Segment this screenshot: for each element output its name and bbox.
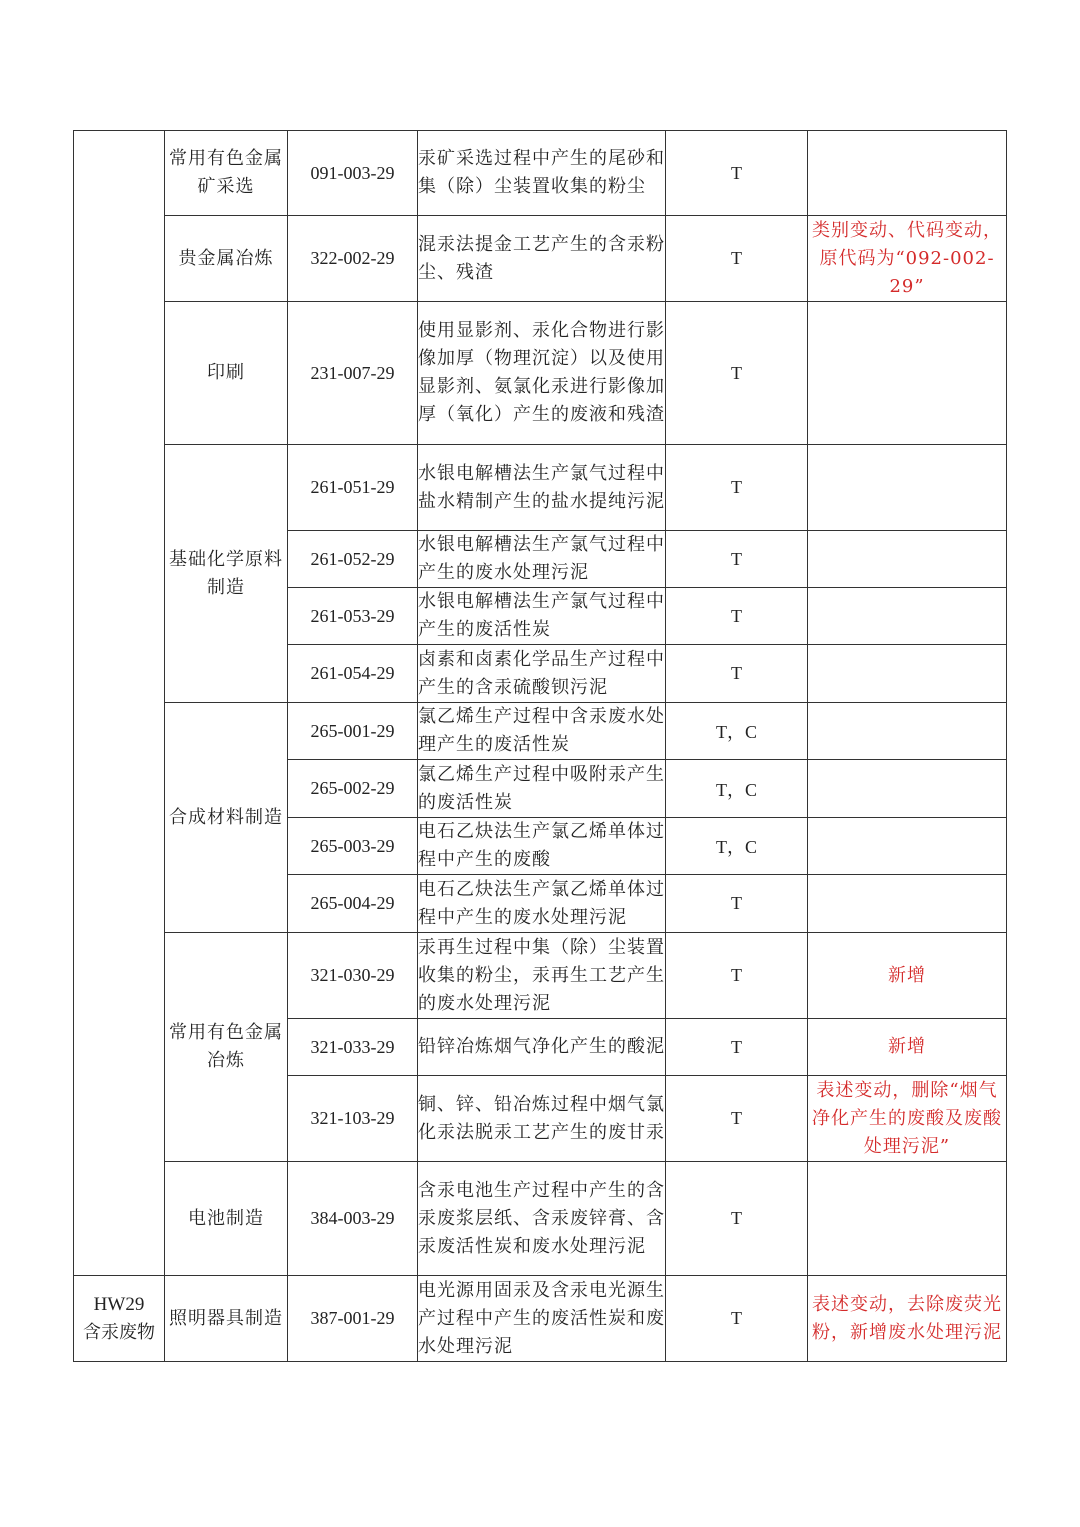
hazard-cell: T bbox=[666, 302, 808, 445]
code-cell: 321-103-29 bbox=[288, 1076, 418, 1162]
table-row bbox=[74, 302, 1007, 445]
description-cell: 使用显影剂、汞化合物进行影像加厚（物理沉淀）以及使用显影剂、氨氯化汞进行影像加厚（氧化）产生的废液和残渣 bbox=[418, 302, 666, 445]
industry-cell: 常用有色金属矿采选 bbox=[165, 131, 288, 216]
note-cell bbox=[808, 818, 1007, 875]
hazard-cell: T bbox=[666, 531, 808, 588]
description-cell: 水银电解槽法生产氯气过程中产生的废水处理污泥 bbox=[418, 531, 666, 588]
industry-cell: 照明器具制造 bbox=[165, 1276, 288, 1362]
hazard-cell: T，C bbox=[666, 818, 808, 875]
industry-cell: 基础化学原料制造 bbox=[165, 445, 288, 703]
note-cell: 类别变动、代码变动，原代码为“092-002-29” bbox=[808, 216, 1007, 302]
hazard-cell: T，C bbox=[666, 760, 808, 818]
hazard-cell: T bbox=[666, 1076, 808, 1162]
hazard-cell: T，C bbox=[666, 703, 808, 760]
code-cell: 261-052-29 bbox=[288, 531, 418, 588]
table-row bbox=[74, 216, 1007, 302]
table-row bbox=[74, 933, 1007, 1019]
code-cell: 265-003-29 bbox=[288, 818, 418, 875]
code-cell: 265-002-29 bbox=[288, 760, 418, 818]
note-cell bbox=[808, 1162, 1007, 1276]
description-cell: 铜、锌、铅冶炼过程中烟气氯化汞法脱汞工艺产生的废甘汞 bbox=[418, 1076, 666, 1162]
code-cell: 387-001-29 bbox=[288, 1276, 418, 1362]
description-cell: 汞再生过程中集（除）尘装置收集的粉尘，汞再生工艺产生的废水处理污泥 bbox=[418, 933, 666, 1019]
note-cell bbox=[808, 760, 1007, 818]
industry-cell: 常用有色金属冶炼 bbox=[165, 933, 288, 1162]
hazard-cell: T bbox=[666, 131, 808, 216]
code-cell: 384-003-29 bbox=[288, 1162, 418, 1276]
description-cell: 氯乙烯生产过程中含汞废水处理产生的废活性炭 bbox=[418, 703, 666, 760]
note-cell bbox=[808, 302, 1007, 445]
note-cell bbox=[808, 645, 1007, 703]
note-cell bbox=[808, 588, 1007, 645]
description-cell: 电石乙炔法生产氯乙烯单体过程中产生的废酸 bbox=[418, 818, 666, 875]
description-cell: 水银电解槽法生产氯气过程中产生的废活性炭 bbox=[418, 588, 666, 645]
description-cell: 电光源用固汞及含汞电光源生产过程中产生的废活性炭和废水处理污泥 bbox=[418, 1276, 666, 1362]
code-cell: 322-002-29 bbox=[288, 216, 418, 302]
hazard-cell: T bbox=[666, 645, 808, 703]
industry-cell: 电池制造 bbox=[165, 1162, 288, 1276]
category-cell-blank bbox=[74, 131, 165, 1276]
note-cell: 新增 bbox=[808, 1019, 1007, 1076]
hazard-cell: T bbox=[666, 933, 808, 1019]
description-cell: 氯乙烯生产过程中吸附汞产生的废活性炭 bbox=[418, 760, 666, 818]
note-cell bbox=[808, 131, 1007, 216]
code-cell: 321-033-29 bbox=[288, 1019, 418, 1076]
code-cell: 091-003-29 bbox=[288, 131, 418, 216]
category-name: 含汞废物 bbox=[83, 1321, 155, 1343]
description-cell: 水银电解槽法生产氯气过程中盐水精制产生的盐水提纯污泥 bbox=[418, 445, 666, 531]
table-row bbox=[74, 703, 1007, 760]
table-row bbox=[74, 445, 1007, 531]
code-cell: 321-030-29 bbox=[288, 933, 418, 1019]
table-row bbox=[74, 1162, 1007, 1276]
note-cell: 表述变动，删除“烟气净化产生的废酸及废酸处理污泥” bbox=[808, 1076, 1007, 1162]
code-cell: 231-007-29 bbox=[288, 302, 418, 445]
description-cell: 卤素和卤素化学品生产过程中产生的含汞硫酸钡污泥 bbox=[418, 645, 666, 703]
industry-cell: 印刷 bbox=[165, 302, 288, 445]
description-cell: 汞矿采选过程中产生的尾砂和集（除）尘装置收集的粉尘 bbox=[418, 131, 666, 216]
description-cell: 混汞法提金工艺产生的含汞粉尘、残渣 bbox=[418, 216, 666, 302]
hazard-cell: T bbox=[666, 445, 808, 531]
hazard-cell: T bbox=[666, 216, 808, 302]
hazard-cell: T bbox=[666, 1276, 808, 1362]
code-cell: 265-004-29 bbox=[288, 875, 418, 933]
note-cell bbox=[808, 531, 1007, 588]
description-cell: 铅锌冶炼烟气净化产生的酸泥 bbox=[418, 1019, 666, 1076]
industry-cell: 贵金属冶炼 bbox=[165, 216, 288, 302]
note-cell bbox=[808, 875, 1007, 933]
description-cell: 含汞电池生产过程中产生的含汞废浆层纸、含汞废锌膏、含汞废活性炭和废水处理污泥 bbox=[418, 1162, 666, 1276]
hazard-cell: T bbox=[666, 1019, 808, 1076]
note-cell bbox=[808, 703, 1007, 760]
note-cell bbox=[808, 445, 1007, 531]
hazard-cell: T bbox=[666, 875, 808, 933]
note-cell: 表述变动，去除废荧光粉，新增废水处理污泥 bbox=[808, 1276, 1007, 1362]
hazard-cell: T bbox=[666, 588, 808, 645]
table-row bbox=[74, 131, 1007, 216]
hazard-cell: T bbox=[666, 1162, 808, 1276]
code-cell: 261-051-29 bbox=[288, 445, 418, 531]
industry-cell: 合成材料制造 bbox=[165, 703, 288, 933]
waste-table bbox=[73, 130, 1007, 1362]
code-cell: 265-001-29 bbox=[288, 703, 418, 760]
note-cell: 新增 bbox=[808, 933, 1007, 1019]
table-row bbox=[74, 1276, 1007, 1362]
code-cell: 261-053-29 bbox=[288, 588, 418, 645]
category-code: HW29 bbox=[93, 1293, 145, 1315]
category-cell bbox=[74, 1276, 165, 1362]
code-cell: 261-054-29 bbox=[288, 645, 418, 703]
description-cell: 电石乙炔法生产氯乙烯单体过程中产生的废水处理污泥 bbox=[418, 875, 666, 933]
